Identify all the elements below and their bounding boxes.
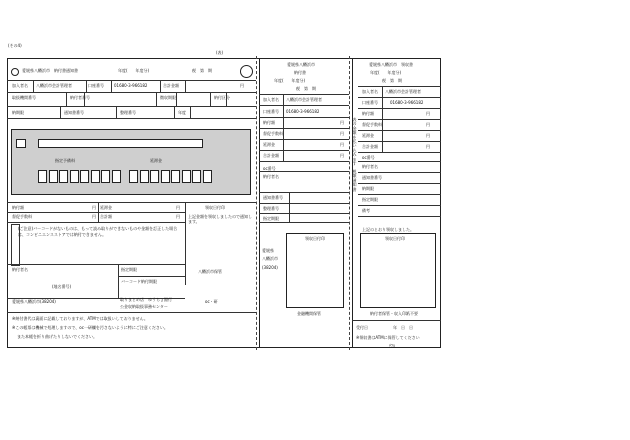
middle-payee-name: 八幡浜市会計管理者 bbox=[286, 97, 322, 102]
right-row-label: 延滞金 bbox=[362, 133, 374, 138]
middle-row-label: 延滞金 bbox=[263, 142, 275, 147]
right-title: 愛媛県八幡浜市 領収書 bbox=[369, 62, 413, 67]
right-info-divider bbox=[358, 216, 441, 217]
ocr-line-field bbox=[38, 139, 203, 148]
right-info-label: 指定期限 bbox=[362, 197, 378, 202]
right-row-yen: 円 bbox=[426, 144, 430, 149]
notice-total-yen: 円 bbox=[240, 83, 244, 88]
notice-account-no: 01680-3-966182 bbox=[114, 83, 148, 88]
digit-box bbox=[91, 170, 100, 183]
right-atm-note: ※領収書はATMに保管してください bbox=[356, 335, 420, 340]
amount-row-yen-0: 円 bbox=[92, 205, 96, 210]
digit-box bbox=[59, 170, 68, 183]
notice-stamp-note: 上記金額を領収しましたので通知します。 bbox=[188, 214, 252, 225]
middle-row-yen: 円 bbox=[340, 131, 344, 136]
city-emblem-icon bbox=[11, 68, 19, 76]
right-info-divider bbox=[358, 172, 441, 173]
amount-row-label-0: 納付額 bbox=[12, 205, 24, 210]
notice-designated-label: 指定期限 bbox=[121, 267, 137, 272]
right-row-label: 督促手数料 bbox=[362, 122, 382, 127]
middle-account-label: 口座番号 bbox=[263, 109, 279, 114]
notice-ledger-label: 取扱機関番号 bbox=[12, 95, 36, 100]
notice-city-keep: 八幡浜市保管 bbox=[198, 269, 222, 274]
digit-box bbox=[70, 170, 79, 183]
ocr-check-box bbox=[16, 139, 26, 148]
digit-box bbox=[192, 170, 201, 183]
notice-oc-label: oc・研 bbox=[205, 299, 218, 304]
middle-row-divider bbox=[259, 139, 349, 140]
right-row-yen: 円 bbox=[426, 122, 430, 127]
middle-row-divider bbox=[259, 161, 349, 162]
right-info-divider bbox=[358, 194, 441, 195]
digit-box bbox=[49, 170, 58, 183]
right-account-label: 口座番号 bbox=[362, 100, 378, 105]
right-info-divider bbox=[358, 205, 441, 206]
middle-city-name2: 八幡浜市 bbox=[262, 256, 278, 261]
middle-designated-label: 指定期限 bbox=[263, 216, 279, 221]
notice-note-1: ※この帳票は機械で処理しますので、oc一研欄を汚さないように特にご注意ください。 bbox=[12, 325, 168, 330]
middle-row-label: 督促手数料 bbox=[263, 131, 283, 136]
digit-box bbox=[38, 170, 47, 183]
notice-payer-no-label: 納付者番号 bbox=[70, 95, 90, 100]
notice-seal-icon bbox=[240, 65, 253, 78]
middle-row-label: 合計金額 bbox=[263, 153, 279, 158]
middle-stamp-box bbox=[286, 233, 344, 308]
right-row-yen-1: 円 bbox=[176, 214, 180, 219]
digit-box bbox=[129, 170, 138, 183]
notice-caution: (ご注意)バーコードがないものは、もって読み取りができないものや金額を訂正した場合は、コンビニエンスストアでは納付できません。 bbox=[18, 226, 178, 237]
right-payee-name: 八幡浜市会計管理者 bbox=[385, 89, 421, 94]
perforation-left bbox=[256, 56, 257, 350]
digit-box bbox=[161, 170, 170, 183]
digit-box bbox=[171, 170, 180, 183]
notice-category-label: 納付区分 bbox=[214, 95, 230, 100]
notice-stamp-label: 領収日付印 bbox=[205, 205, 225, 210]
notice-agent-note2: 公金収納取扱事務センター bbox=[120, 304, 168, 309]
perforation-right bbox=[349, 56, 350, 350]
middle-row-label: 納付額 bbox=[263, 120, 275, 125]
right-info-label: 納期限 bbox=[362, 186, 374, 191]
middle-row-yen: 円 bbox=[340, 153, 344, 158]
right-info-label: 通知書番号 bbox=[362, 175, 382, 180]
right-payee-label: 加入者名 bbox=[362, 89, 378, 94]
notice-barcode-term: バーコード納付期限 bbox=[121, 279, 157, 284]
face-label: (表) bbox=[216, 50, 224, 55]
notice-title: 愛媛県八幡浜市 納付書通知書 bbox=[22, 68, 78, 73]
right-row-label-0: 延滞金 bbox=[100, 205, 112, 210]
form-number: (その4) bbox=[8, 43, 22, 48]
middle-city-name: 愛媛県 bbox=[262, 248, 274, 253]
right-row-yen-0: 円 bbox=[176, 205, 180, 210]
middle-payer-label: 納付者名 bbox=[263, 174, 279, 179]
notice-payer-sub: (地名番号) bbox=[52, 284, 72, 289]
digit-box bbox=[80, 170, 89, 183]
middle-row-divider bbox=[259, 150, 349, 151]
right-date-label: 年 日 日 bbox=[393, 325, 413, 330]
right-tax: 税 第 期 bbox=[382, 78, 402, 83]
digit-box bbox=[140, 170, 149, 183]
middle-side-text: 表 の 金 額 を 払 い 込 み ま す bbox=[352, 117, 357, 166]
notice-account-label: 口座番号 bbox=[88, 83, 104, 88]
notice-no-label: 通知書番号 bbox=[64, 110, 84, 115]
right-row-label-1: 合計額 bbox=[100, 214, 112, 219]
right-row-label: 合計金額 bbox=[362, 144, 378, 149]
caution-side-box bbox=[11, 224, 20, 266]
middle-stamp-label: 領収日付印 bbox=[305, 236, 325, 241]
digit-box bbox=[112, 170, 121, 183]
right-row-label: 納付額 bbox=[362, 111, 374, 116]
notice-year: 年度( 年度分) bbox=[118, 68, 150, 73]
middle-row-yen: 円 bbox=[340, 120, 344, 125]
amount-row-yen-1: 円 bbox=[92, 214, 96, 219]
right-info-label: 納付者名 bbox=[362, 164, 378, 169]
middle-notice-no-label: 通知書番号 bbox=[263, 195, 283, 200]
right-issue-label: 受付日 bbox=[356, 325, 368, 330]
middle-title: 愛媛県八幡浜市 bbox=[287, 62, 315, 67]
right-row-yen: 円 bbox=[426, 111, 430, 116]
right-stamp-label: 領収日付印 bbox=[385, 236, 405, 241]
middle-subtitle: 納付書 bbox=[294, 70, 306, 75]
middle-oc-label: oc番号 bbox=[263, 166, 276, 171]
notice-year2-label: 年度 bbox=[178, 110, 186, 115]
right-row-divider bbox=[358, 152, 441, 153]
middle-row-divider bbox=[259, 128, 349, 129]
digit-box bbox=[150, 170, 159, 183]
notice-note-0: ※納付書代は裏面に記載しておりますが、ATMでは取扱いしておりません。 bbox=[12, 316, 148, 321]
notice-tax: 税 第 期 bbox=[192, 68, 212, 73]
digit-box bbox=[182, 170, 191, 183]
middle-tax: 税 第 期 bbox=[296, 86, 316, 91]
notice-payee-name: 八幡浜市会計管理者 bbox=[36, 83, 72, 88]
right-row-divider bbox=[358, 130, 441, 131]
amount-row-label-1: 督促手数料 bbox=[12, 214, 32, 219]
notice-payer-label: 納付者名 bbox=[12, 267, 28, 272]
notice-city-address: 愛媛県八幡浜市(38204) bbox=[12, 299, 56, 304]
right-stamp-box bbox=[360, 233, 436, 308]
right-account-no: 01680-3-966182 bbox=[390, 100, 424, 105]
right-row-divider bbox=[358, 141, 441, 142]
notice-payee-label: 加入者名 bbox=[12, 83, 28, 88]
middle-bank-keep: 金融機関保管 bbox=[297, 311, 321, 316]
notice-note-2: また本帳を折り曲げたりしないでください。 bbox=[17, 334, 97, 339]
right-row-yen: 円 bbox=[426, 133, 430, 138]
middle-city-code: (38204) bbox=[262, 265, 278, 270]
middle-row-yen: 円 bbox=[340, 142, 344, 147]
right-info-label: 備考 bbox=[362, 208, 370, 213]
notice-payment-type-label: 納期限 bbox=[12, 110, 24, 115]
right-year: 年度( 年度分) bbox=[370, 70, 402, 75]
notice-deadline-label: 徴収期限 bbox=[160, 95, 176, 100]
digit-box bbox=[203, 170, 212, 183]
right-info-divider bbox=[358, 183, 441, 184]
notice-agent-note: 取りまとめ店 ゆうちょ銀行 bbox=[120, 297, 172, 302]
digit-box bbox=[101, 170, 110, 183]
barcode-right-label: 延滞金 bbox=[150, 158, 162, 163]
right-bottom-mark: ﾁﾌﾙ bbox=[389, 343, 395, 348]
notice-org-no-label: 整理番号 bbox=[120, 110, 136, 115]
middle-year: 年度( 年度分) bbox=[274, 78, 306, 83]
right-side-text: 税 額 通 知 書 bbox=[352, 169, 357, 192]
right-row-divider bbox=[358, 119, 441, 120]
right-keep-label: 納付者保管・収入印紙不要 bbox=[370, 311, 418, 316]
middle-account-no: 01680-3-966182 bbox=[286, 109, 320, 114]
right-received-note: 上記のとおり領収しました。 bbox=[362, 227, 414, 232]
middle-payee-label: 加入者名 bbox=[263, 97, 279, 102]
notice-total-label: 合計金額 bbox=[163, 83, 179, 88]
middle-org-no-label: 整理番号 bbox=[263, 206, 279, 211]
right-oc-label: oc番号 bbox=[362, 155, 375, 160]
barcode-left-label: 指定予備料 bbox=[55, 158, 75, 163]
